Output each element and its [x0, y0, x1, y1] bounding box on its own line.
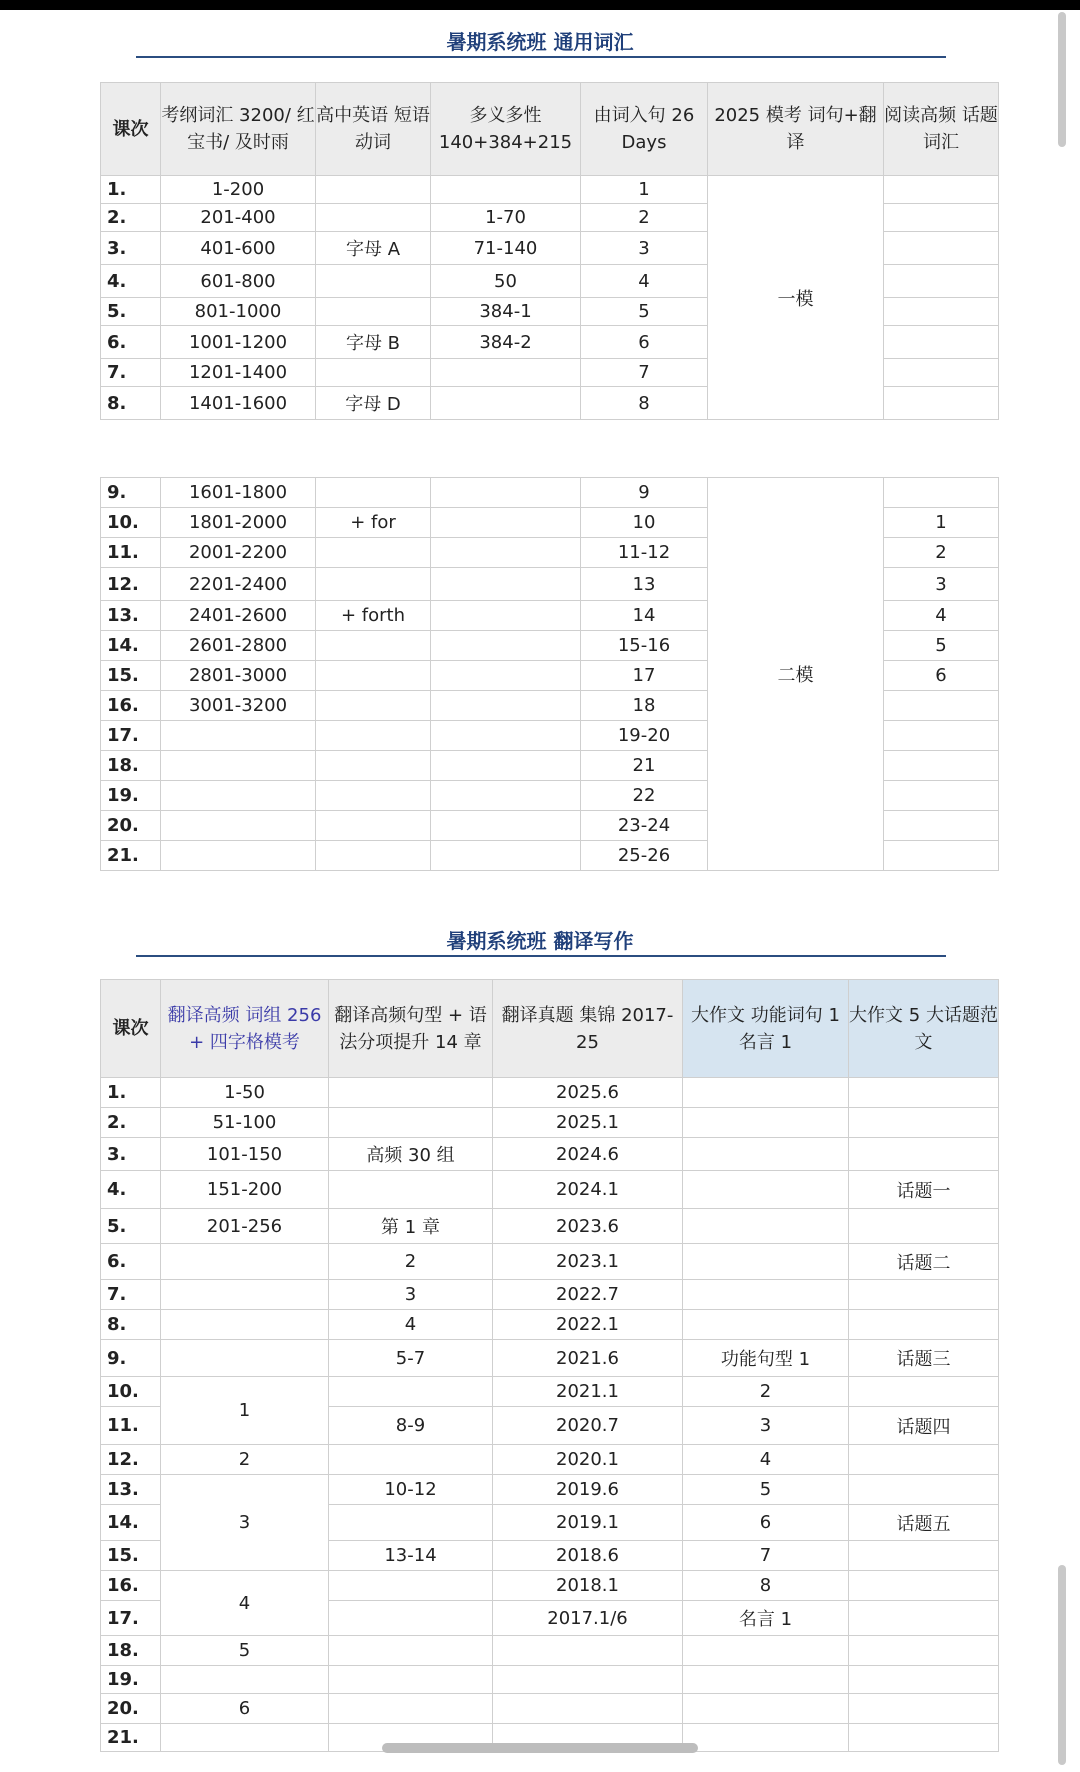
polysemy-cell [431, 601, 581, 631]
top-status-bar [0, 0, 1080, 10]
reading-topic-cell [884, 326, 999, 359]
sentence-cell: 8-9 [329, 1407, 493, 1445]
phrasal-verb-cell [316, 841, 431, 871]
tw-header-lesson: 课次 [101, 980, 161, 1078]
lesson-number: 2. [101, 204, 161, 232]
vertical-scrollbar-bottom[interactable] [1058, 1565, 1066, 1765]
day-cell: 10 [581, 508, 708, 538]
reading-topic-cell: 1 [884, 508, 999, 538]
topic-cell: 话题五 [849, 1505, 999, 1541]
exam-cell: 2021.6 [493, 1340, 683, 1377]
syllabus-range-cell: 2001-2200 [161, 538, 316, 568]
function-cell [683, 1694, 849, 1724]
sentence-cell [329, 1171, 493, 1209]
reading-topic-cell: 2 [884, 538, 999, 568]
reading-topic-cell [884, 841, 999, 871]
reading-topic-cell: 6 [884, 661, 999, 691]
exam-cell: 2020.1 [493, 1445, 683, 1475]
exam-cell [493, 1666, 683, 1694]
sentence-cell: 高频 30 组 [329, 1138, 493, 1171]
function-cell [683, 1171, 849, 1209]
reading-topic-cell [884, 781, 999, 811]
lesson-number: 12. [101, 568, 161, 601]
lesson-number: 7. [101, 1280, 161, 1310]
reading-topic-cell [884, 204, 999, 232]
lesson-number: 21. [101, 1724, 161, 1752]
vertical-scrollbar-top[interactable] [1058, 12, 1066, 147]
lesson-number: 10. [101, 508, 161, 538]
topic-cell: 话题四 [849, 1407, 999, 1445]
phrasal-verb-cell [316, 176, 431, 204]
syllabus-range-cell: 601-800 [161, 265, 316, 298]
day-cell: 5 [581, 298, 708, 326]
header-reading-topic: 阅读高频 话题词汇 [884, 83, 999, 176]
header-polysemy: 多义多性 140+384+215 [431, 83, 581, 176]
phrase-cell [161, 1666, 329, 1694]
topic-cell [849, 1138, 999, 1171]
lesson-number: 19. [101, 781, 161, 811]
header-syllabus-vocab: 考纲词汇 3200/ 红宝书/ 及时雨 [161, 83, 316, 176]
topic-cell [849, 1541, 999, 1571]
sentence-cell [329, 1108, 493, 1138]
day-cell: 22 [581, 781, 708, 811]
polysemy-cell [431, 538, 581, 568]
topic-cell [849, 1694, 999, 1724]
mock-exam-cell: 一模 [708, 176, 884, 420]
phrasal-verb-cell [316, 359, 431, 387]
polysemy-cell [431, 508, 581, 538]
reading-topic-cell [884, 176, 999, 204]
topic-cell: 话题三 [849, 1340, 999, 1377]
phrasal-verb-cell [316, 631, 431, 661]
reading-topic-cell [884, 359, 999, 387]
topic-cell [849, 1445, 999, 1475]
day-cell: 23-24 [581, 811, 708, 841]
polysemy-cell [431, 478, 581, 508]
day-cell: 19-20 [581, 721, 708, 751]
exam-cell: 2022.7 [493, 1280, 683, 1310]
sentence-cell [329, 1601, 493, 1636]
topic-cell: 话题一 [849, 1171, 999, 1209]
exam-cell: 2023.6 [493, 1209, 683, 1244]
reading-topic-cell [884, 478, 999, 508]
reading-topic-cell: 3 [884, 568, 999, 601]
syllabus-range-cell [161, 721, 316, 751]
lesson-number: 2. [101, 1108, 161, 1138]
lesson-number: 18. [101, 751, 161, 781]
polysemy-cell [431, 781, 581, 811]
day-cell: 21 [581, 751, 708, 781]
syllabus-range-cell: 2601-2800 [161, 631, 316, 661]
syllabus-range-cell: 401-600 [161, 232, 316, 265]
syllabus-range-cell: 1401-1600 [161, 387, 316, 420]
tw-header-functions: 大作文 功能词句 1 名言 1 [683, 980, 849, 1078]
day-cell: 14 [581, 601, 708, 631]
topic-cell [849, 1475, 999, 1505]
exam-cell: 2017.1/6 [493, 1601, 683, 1636]
exam-cell: 2023.1 [493, 1244, 683, 1280]
reading-topic-cell [884, 721, 999, 751]
reading-topic-cell [884, 387, 999, 420]
phrasal-verb-cell [316, 265, 431, 298]
phrase-cell: 5 [161, 1636, 329, 1666]
day-cell: 13 [581, 568, 708, 601]
reading-topic-cell [884, 751, 999, 781]
polysemy-cell [431, 568, 581, 601]
lesson-number: 10. [101, 1377, 161, 1407]
function-cell [683, 1209, 849, 1244]
syllabus-range-cell [161, 841, 316, 871]
topic-cell [849, 1571, 999, 1601]
reading-topic-cell [884, 265, 999, 298]
lesson-number: 9. [101, 1340, 161, 1377]
polysemy-cell: 71-140 [431, 232, 581, 265]
lesson-number: 17. [101, 721, 161, 751]
topic-cell [849, 1078, 999, 1108]
sentence-cell [329, 1636, 493, 1666]
polysemy-cell [431, 176, 581, 204]
lesson-number: 17. [101, 1601, 161, 1636]
phrase-cell: 4 [161, 1571, 329, 1636]
topic-cell [849, 1310, 999, 1340]
lesson-number: 16. [101, 1571, 161, 1601]
day-cell: 3 [581, 232, 708, 265]
phrasal-verb-cell [316, 298, 431, 326]
lesson-number: 21. [101, 841, 161, 871]
phrase-cell: 3 [161, 1475, 329, 1571]
lesson-number: 9. [101, 478, 161, 508]
day-cell: 25-26 [581, 841, 708, 871]
polysemy-cell [431, 751, 581, 781]
phrase-cell: 6 [161, 1694, 329, 1724]
syllabus-range-cell [161, 751, 316, 781]
lesson-number: 7. [101, 359, 161, 387]
exam-cell: 2024.1 [493, 1171, 683, 1209]
sentence-cell: 4 [329, 1310, 493, 1340]
mock-exam-cell: 二模 [708, 478, 884, 871]
lesson-number: 3. [101, 1138, 161, 1171]
function-cell: 2 [683, 1377, 849, 1407]
phrasal-verb-cell [316, 204, 431, 232]
lesson-number: 18. [101, 1636, 161, 1666]
reading-topic-cell: 5 [884, 631, 999, 661]
lesson-number: 8. [101, 387, 161, 420]
day-cell: 18 [581, 691, 708, 721]
lesson-number: 6. [101, 326, 161, 359]
function-cell: 功能句型 1 [683, 1340, 849, 1377]
function-cell: 8 [683, 1571, 849, 1601]
phrase-cell: 101-150 [161, 1138, 329, 1171]
lesson-number: 8. [101, 1310, 161, 1340]
polysemy-cell: 50 [431, 265, 581, 298]
lesson-number: 13. [101, 1475, 161, 1505]
exam-cell: 2021.1 [493, 1377, 683, 1407]
phrase-cell: 151-200 [161, 1171, 329, 1209]
syllabus-range-cell: 1601-1800 [161, 478, 316, 508]
polysemy-cell: 384-1 [431, 298, 581, 326]
phrasal-verb-cell [316, 568, 431, 601]
lesson-number: 11. [101, 1407, 161, 1445]
phrase-cell [161, 1244, 329, 1280]
tw-header-row [101, 980, 999, 1078]
day-cell: 6 [581, 326, 708, 359]
topic-cell [849, 1377, 999, 1407]
exam-cell: 2018.1 [493, 1571, 683, 1601]
lesson-number: 12. [101, 1445, 161, 1475]
section2-underline [136, 955, 946, 957]
lesson-number: 1. [101, 1078, 161, 1108]
syllabus-range-cell: 2801-3000 [161, 661, 316, 691]
exam-cell: 2024.6 [493, 1138, 683, 1171]
function-cell: 5 [683, 1475, 849, 1505]
lesson-number: 13. [101, 601, 161, 631]
tw-header-phrases: 翻译高频 词组 256 + 四字格模考 [161, 980, 329, 1078]
function-cell [683, 1078, 849, 1108]
day-cell: 9 [581, 478, 708, 508]
topic-cell [849, 1209, 999, 1244]
exam-cell: 2025.6 [493, 1078, 683, 1108]
day-cell: 15-16 [581, 631, 708, 661]
topic-cell [849, 1108, 999, 1138]
sentence-cell [329, 1078, 493, 1108]
exam-cell [493, 1636, 683, 1666]
phrasal-verb-cell [316, 538, 431, 568]
phrasal-verb-cell [316, 721, 431, 751]
vocab-table-part1 [100, 82, 999, 420]
polysemy-cell [431, 811, 581, 841]
lesson-number: 19. [101, 1666, 161, 1694]
phrasal-verb-cell: 字母 D [316, 387, 431, 420]
function-cell: 4 [683, 1445, 849, 1475]
topic-cell [849, 1280, 999, 1310]
horizontal-scroll-indicator[interactable] [382, 1743, 698, 1753]
syllabus-range-cell: 201-400 [161, 204, 316, 232]
function-cell [683, 1666, 849, 1694]
polysemy-cell: 1-70 [431, 204, 581, 232]
lesson-number: 11. [101, 538, 161, 568]
phrasal-verb-cell [316, 811, 431, 841]
function-cell: 7 [683, 1541, 849, 1571]
section1-underline [136, 56, 946, 58]
lesson-number: 4. [101, 1171, 161, 1209]
vocab-row [101, 176, 999, 204]
phrase-cell [161, 1280, 329, 1310]
syllabus-range-cell: 2201-2400 [161, 568, 316, 601]
tw-header-exams: 翻译真题 集锦 2017-25 [493, 980, 683, 1078]
header-lesson: 课次 [101, 83, 161, 176]
sentence-cell [329, 1694, 493, 1724]
sentence-cell [329, 1377, 493, 1407]
vocab-table-part2 [100, 477, 999, 871]
sentence-cell: 10-12 [329, 1475, 493, 1505]
lesson-number: 4. [101, 265, 161, 298]
phrase-cell: 201-256 [161, 1209, 329, 1244]
function-cell [683, 1244, 849, 1280]
phrasal-verb-cell [316, 691, 431, 721]
lesson-number: 16. [101, 691, 161, 721]
function-cell [683, 1636, 849, 1666]
sentence-cell [329, 1571, 493, 1601]
tw-header-topics: 大作文 5 大话题范文 [849, 980, 999, 1078]
phrasal-verb-cell: 字母 B [316, 326, 431, 359]
exam-cell: 2019.6 [493, 1475, 683, 1505]
polysemy-cell [431, 691, 581, 721]
function-cell [683, 1280, 849, 1310]
syllabus-range-cell [161, 811, 316, 841]
polysemy-cell [431, 661, 581, 691]
topic-cell [849, 1636, 999, 1666]
exam-cell: 2022.1 [493, 1310, 683, 1340]
reading-topic-cell [884, 232, 999, 265]
day-cell: 7 [581, 359, 708, 387]
syllabus-range-cell: 2401-2600 [161, 601, 316, 631]
polysemy-cell [431, 387, 581, 420]
phrasal-verb-cell: + forth [316, 601, 431, 631]
lesson-number: 14. [101, 1505, 161, 1541]
lesson-number: 20. [101, 811, 161, 841]
sentence-cell: 13-14 [329, 1541, 493, 1571]
vocab-header-row [101, 83, 999, 176]
exam-cell: 2018.6 [493, 1541, 683, 1571]
day-cell: 1 [581, 176, 708, 204]
syllabus-range-cell [161, 781, 316, 811]
translation-writing-table [100, 979, 999, 1752]
function-cell [683, 1724, 849, 1752]
function-cell: 6 [683, 1505, 849, 1541]
lesson-number: 1. [101, 176, 161, 204]
day-cell: 8 [581, 387, 708, 420]
topic-cell [849, 1601, 999, 1636]
function-cell: 3 [683, 1407, 849, 1445]
phrasal-verb-cell: 字母 A [316, 232, 431, 265]
exam-cell: 2019.1 [493, 1505, 683, 1541]
exam-cell [493, 1694, 683, 1724]
polysemy-cell: 384-2 [431, 326, 581, 359]
day-cell: 4 [581, 265, 708, 298]
lesson-number: 15. [101, 661, 161, 691]
topic-cell [849, 1724, 999, 1752]
syllabus-range-cell: 1-200 [161, 176, 316, 204]
sentence-cell [329, 1445, 493, 1475]
header-word-to-sentence: 由词入句 26 Days [581, 83, 708, 176]
sentence-cell: 第 1 章 [329, 1209, 493, 1244]
phrase-cell: 1 [161, 1377, 329, 1445]
lesson-number: 3. [101, 232, 161, 265]
phrase-cell: 1-50 [161, 1078, 329, 1108]
reading-topic-cell: 4 [884, 601, 999, 631]
function-cell [683, 1310, 849, 1340]
syllabus-range-cell: 3001-3200 [161, 691, 316, 721]
header-mock-exam: 2025 模考 词句+翻译 [708, 83, 884, 176]
phrasal-verb-cell [316, 781, 431, 811]
phrase-cell [161, 1724, 329, 1752]
syllabus-range-cell: 801-1000 [161, 298, 316, 326]
reading-topic-cell [884, 811, 999, 841]
exam-cell: 2025.1 [493, 1108, 683, 1138]
header-phrasal-verbs: 高中英语 短语动词 [316, 83, 431, 176]
syllabus-range-cell: 1001-1200 [161, 326, 316, 359]
lesson-number: 6. [101, 1244, 161, 1280]
lesson-number: 20. [101, 1694, 161, 1724]
phrasal-verb-cell [316, 661, 431, 691]
syllabus-range-cell: 1201-1400 [161, 359, 316, 387]
topic-cell: 话题二 [849, 1244, 999, 1280]
function-cell: 名言 1 [683, 1601, 849, 1636]
reading-topic-cell [884, 691, 999, 721]
phrasal-verb-cell [316, 751, 431, 781]
phrasal-verb-cell: + for [316, 508, 431, 538]
tw-header-sentences: 翻译高频句型 + 语法分项提升 14 章 [329, 980, 493, 1078]
polysemy-cell [431, 631, 581, 661]
function-cell [683, 1138, 849, 1171]
polysemy-cell [431, 359, 581, 387]
sentence-cell: 2 [329, 1244, 493, 1280]
topic-cell [849, 1666, 999, 1694]
phrase-cell [161, 1310, 329, 1340]
sentence-cell [329, 1666, 493, 1694]
sentence-cell [329, 1505, 493, 1541]
lesson-number: 15. [101, 1541, 161, 1571]
day-cell: 11-12 [581, 538, 708, 568]
day-cell: 17 [581, 661, 708, 691]
phrase-cell: 51-100 [161, 1108, 329, 1138]
polysemy-cell [431, 721, 581, 751]
function-cell [683, 1108, 849, 1138]
vocab-row [101, 478, 999, 508]
exam-cell: 2020.7 [493, 1407, 683, 1445]
polysemy-cell [431, 841, 581, 871]
reading-topic-cell [884, 298, 999, 326]
syllabus-range-cell: 1801-2000 [161, 508, 316, 538]
section1-title: 暑期系统班 通用词汇 [446, 30, 634, 54]
phrasal-verb-cell [316, 478, 431, 508]
lesson-number: 14. [101, 631, 161, 661]
section2-title: 暑期系统班 翻译写作 [446, 929, 634, 953]
lesson-number: 5. [101, 298, 161, 326]
phrase-cell: 2 [161, 1445, 329, 1475]
sentence-cell: 3 [329, 1280, 493, 1310]
phrase-cell [161, 1340, 329, 1377]
sentence-cell: 5-7 [329, 1340, 493, 1377]
day-cell: 2 [581, 204, 708, 232]
lesson-number: 5. [101, 1209, 161, 1244]
